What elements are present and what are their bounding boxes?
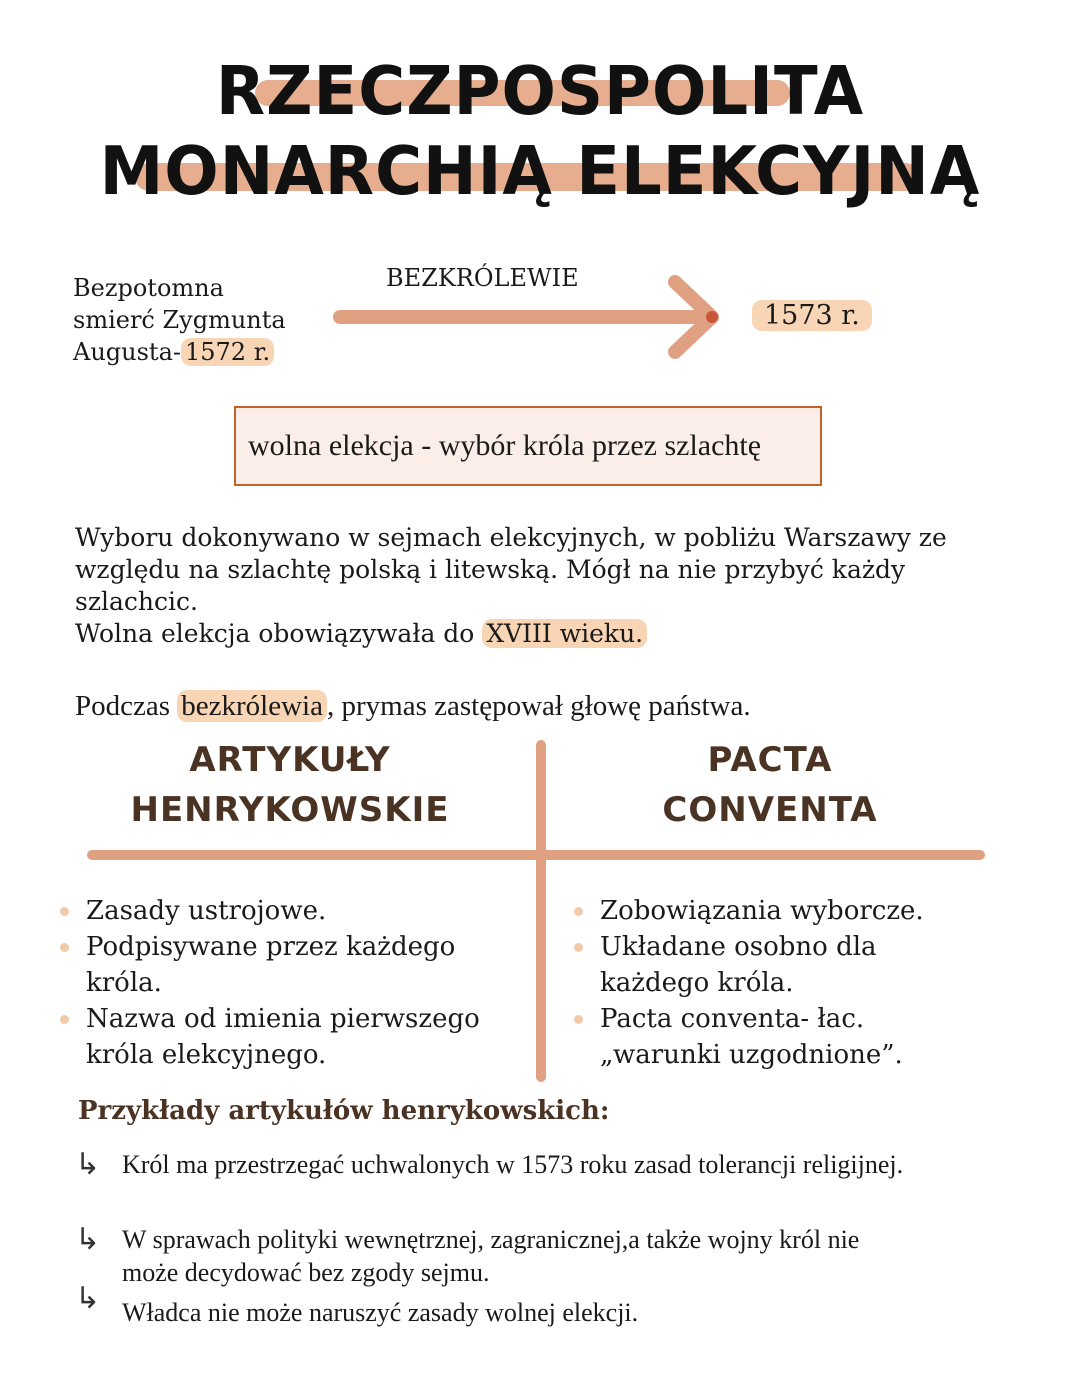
artykuly-list [58, 893, 533, 1073]
list-item: Pacta conventa- łac. „warunki uzgodnione”. [572, 1001, 972, 1073]
list-item: Zasady ustrojowe. [58, 893, 533, 929]
heading-pacta [570, 735, 970, 835]
example-text: Władca nie może naruszyć zasady wolnej elekcji. [122, 1298, 639, 1327]
text: , prymas zastępował głowę państwa. [326, 690, 751, 722]
list-item: Nazwa od imienia pierwszego króla elekcyjnego. [58, 1001, 533, 1073]
end-date: 1573 r. [752, 300, 872, 331]
title-line-1: RZECZPOSPOLITA [215, 53, 865, 131]
examples-heading: Przykłady artykułów henrykowskich: [78, 1096, 610, 1126]
heading-line: HENRYKOWSKIE [130, 790, 450, 830]
arrow-return-icon: ↳ [75, 1147, 101, 1182]
election-paragraph [75, 522, 1020, 650]
heading-line: PACTA [707, 740, 833, 780]
title-line-2: MONARCHIĄ ELEKCYJNĄ [99, 133, 981, 211]
list-item: Zobowiązania wyborcze. [572, 893, 972, 929]
heading-artykuly [90, 735, 490, 835]
timeline-arrow-icon [330, 270, 730, 365]
list-item: Podpisywane przez każdego króla. [58, 929, 533, 1001]
example-text: W sprawach polityki wewnętrznej, zagranicznej,a także wojny król nie może decydować bez zgody sejmu. [122, 1225, 860, 1287]
paragraph-text: Wolna elekcja obowiązywała do [75, 619, 483, 648]
example-item [75, 1223, 915, 1289]
column-divider-horizontal [87, 850, 985, 860]
definition-box: wolna elekcja - wybór króla przez szlachtę [234, 406, 822, 486]
pacta-list [572, 893, 972, 1073]
paragraph-text: Wyboru dokonywano w sejmach elekcyjnych, w pobliżu Warszawy ze względu na szlachtę polską i litewską. Mógł na nie przybyć każdy szlachcic. [75, 523, 947, 616]
timeline-text: smierć Zygmunta [73, 306, 286, 334]
heading-line: CONVENTA [662, 790, 878, 830]
example-item [75, 1148, 915, 1181]
timeline-text: Bezpotomna [73, 274, 224, 302]
example-text: Król ma przestrzegać uchwalonych w 1573 roku zasad tolerancji religijnej. [122, 1150, 904, 1179]
text: Podczas [75, 690, 178, 722]
column-divider-vertical [536, 740, 546, 1082]
highlight-century: XVIII wieku. [482, 619, 647, 648]
timeline-start [73, 272, 333, 368]
arrow-return-icon: ↳ [75, 1222, 101, 1257]
interregnum-text [75, 690, 751, 723]
arrow-label: BEZKRÓLEWIE [386, 264, 579, 292]
heading-line: ARTYKUŁY [189, 740, 391, 780]
highlight-interregnum: bezkrólewia [177, 690, 327, 722]
timeline-text: Augusta- [73, 338, 181, 366]
list-item: Układane osobno dla każdego króla. [572, 929, 972, 1001]
example-item [75, 1281, 915, 1329]
start-date: 1572 r. [181, 338, 274, 366]
arrow-return-icon: ↳ [75, 1281, 101, 1316]
